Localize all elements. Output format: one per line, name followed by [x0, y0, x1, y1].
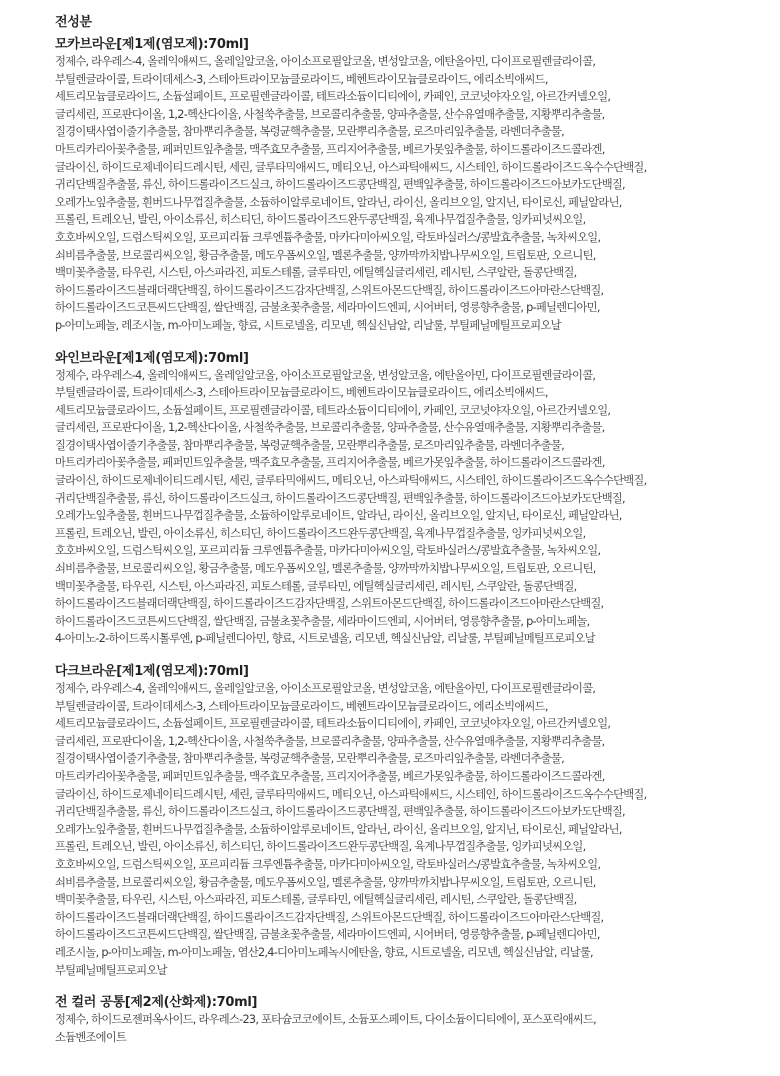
section-heading: 와인브라운[제1제(염모제):70ml] [55, 350, 249, 366]
ingredient-list [55, 680, 760, 979]
section-heading: 모카브라운[제1제(염모제):70ml] [55, 37, 249, 52]
ingredient-line: 호호바씨오일, 드럼스틱씨오일, 포르피리듐 크루엔튬추출물, 마카다미아씨오일, 락토바실러스/콩발효추출물, 녹차씨오일, [55, 857, 601, 871]
ingredient-list [55, 1011, 760, 1046]
ingredient-line: 부틸렌글라이콜, 트라이데세스-3, 스테아트라이모늄클로라이드, 베헨트라이모늄클로라이드, 에리소빅애씨드, [55, 386, 548, 400]
ingredient-line: 질경이택사엽이줄기추출물, 참마뿌리추출물, 복령균핵추출물, 모란뿌리추출물, 로즈마리잎추출물, 라벤더추출물, [55, 438, 564, 452]
ingredient-line: 백미꽃추출물, 타우린, 시스틴, 아스파라진, 피토스테롤, 글루타민, 에틸헥실글리세린, 레시틴, 스쿠알란, 돌콩단백질, [55, 266, 577, 280]
section-mocha-brown [55, 37, 760, 335]
ingredient-line: 소듐벤조에이트 [55, 1030, 127, 1044]
ingredient-line: 귀리단백질추출물, 류신, 하이드롤라이즈드실크, 하이드롤라이즈드콩단백질, 편백잎추출물, 하이드롤라이즈드아보카도단백질, [55, 178, 625, 192]
ingredient-line: 부틸렌글라이콜, 트라이데세스-3, 스테아트라이모늄클로라이드, 베헨트라이모늄클로라이드, 에리소빅애씨드, [55, 72, 548, 86]
ingredient-line: 글리세린, 프로판다이올, 1,2-헥산다이올, 사철쑥추출물, 브로콜리추출물, 양파추출물, 산수유열매추출물, 지황뿌리추출물, [55, 734, 605, 748]
ingredient-line: 마트리카리아꽃추출물, 페퍼민트잎추출물, 맥주효모추출물, 프리지어추출물, 베르가못잎추출물, 하이드롤라이즈드콜라겐, [55, 456, 605, 470]
ingredient-line: 쇠비름추출물, 브로콜리씨오일, 황금추출물, 메도우폼씨오일, 멜론추출물, 양까막까치밥나무씨오일, 트립토판, 오르니틴, [55, 562, 596, 576]
ingredient-line: 세트리모늄클로라이드, 소듐설페이트, 프로필렌글라이콜, 테트라소듐이디티에이, 카페인, 코코넛야자오일, 아르간커넬오일, [55, 90, 611, 104]
ingredient-line: 정제수, 하이드로젠퍼옥사이드, 라우레스-23, 포타슘코코에이트, 소듐포스페이트, 다이소듐이디티에이, 포스포릭애씨드, [55, 1013, 596, 1027]
ingredient-line: 하이드롤라이즈드코튼씨드단백질, 쌀단백질, 금불초꽃추출물, 세라마이드엔피, 시어버터, 영릉향추출물, p-아미노페놀, [55, 614, 590, 628]
ingredient-line: 하이드롤라이즈드코튼씨드단백질, 쌀단백질, 금불초꽃추출물, 세라마이드엔피, 시어버터, 영릉향추출물, p-페닐렌디아민, [55, 928, 600, 942]
ingredient-line: 정제수, 라우레스-4, 올레익애씨드, 올레일알코올, 아이소프로필알코올, 변성알코올, 에탄올아민, 다이프로필렌글라이콜, [55, 368, 596, 382]
ingredient-line: 프롤린, 트레오닌, 발린, 아이소류신, 히스티딘, 하이드롤라이즈드완두콩단백질, 육계나무껍질추출물, 잉카피넛씨오일, [55, 840, 586, 854]
ingredient-line: 호호바씨오일, 드럼스틱씨오일, 포르피리듐 크루엔튬추출물, 마카다미아씨오일, 락토바실러스/콩발효추출물, 녹차씨오일, [55, 230, 601, 244]
ingredient-line: 세트리모늄클로라이드, 소듐설페이트, 프로필렌글라이콜, 테트라소듐이디티에이, 카페인, 코코넛야자오일, 아르간커넬오일, [55, 717, 611, 731]
ingredient-line: 백미꽃추출물, 타우린, 시스틴, 아스파라진, 피토스테롤, 글루타민, 에틸헥실글리세린, 레시틴, 스쿠알란, 돌콩단백질, [55, 893, 577, 907]
ingredient-line: 세트리모늄클로라이드, 소듐설페이트, 프로필렌글라이콜, 테트라소듐이디티에이, 카페인, 코코넛야자오일, 아르간커넬오일, [55, 403, 611, 417]
ingredient-line: 레조시놀, p-아미노페놀, m-아미노페놀, 염산2,4-디아미노페녹시에탄올, 향료, 시트로넬올, 리모넨, 헥실신남알, 리날룰, [55, 945, 593, 959]
ingredient-line: 오레가노잎추출물, 흰버드나무껍질추출물, 소듐하이알루로네이트, 알라닌, 라이신, 올리브오일, 알지닌, 타이로신, 페닐알라닌, [55, 195, 622, 209]
ingredient-list [55, 53, 760, 335]
ingredient-line: 글리세린, 프로판다이올, 1,2-헥산다이올, 사철쑥추출물, 브로콜리추출물, 양파추출물, 산수유열매추출물, 지황뿌리추출물, [55, 107, 605, 121]
ingredient-line: 글라이신, 하이드로제네이티드레시틴, 세린, 글루타믹애씨드, 메티오닌, 아스파틱애씨드, 시스테인, 하이드롤라이즈드옥수수단백질, [55, 787, 647, 801]
ingredient-line: 부틸페닐메틸프로피오날 [55, 963, 167, 977]
ingredient-line: 질경이택사엽이줄기추출물, 참마뿌리추출물, 복령균핵추출물, 모란뿌리추출물, 로즈마리잎추출물, 라벤더추출물, [55, 752, 564, 766]
ingredient-line: 오레가노잎추출물, 흰버드나무껍질추출물, 소듐하이알루로네이트, 알라닌, 라이신, 올리브오일, 알지닌, 타이로신, 페닐알라닌, [55, 509, 622, 523]
ingredient-line: 귀리단백질추출물, 류신, 하이드롤라이즈드실크, 하이드롤라이즈드콩단백질, 편백잎추출물, 하이드롤라이즈드아보카도단백질, [55, 805, 625, 819]
section-heading: 다크브라운[제1제(염모제):70ml] [55, 664, 249, 679]
ingredient-line: 부틸렌글라이콜, 트라이데세스-3, 스테아트라이모늄클로라이드, 베헨트라이모늄클로라이드, 에리소빅애씨드, [55, 699, 548, 713]
section-heading: 전 컬러 공통[제2제(산화제):70ml] [55, 995, 258, 1011]
ingredient-list [55, 367, 760, 649]
sections-container [55, 37, 760, 1046]
ingredient-line: 마트리카리아꽃추출물, 페퍼민트잎추출물, 맥주효모추출물, 프리지어추출물, 베르가못잎추출물, 하이드롤라이즈드콜라겐, [55, 769, 605, 783]
ingredient-line: 프롤린, 트레오닌, 발린, 아이소류신, 히스티딘, 하이드롤라이즈드완두콩단백질, 육계나무껍질추출물, 잉카피넛씨오일, [55, 213, 586, 227]
section-common-developer [55, 995, 760, 1046]
ingredient-line: 정제수, 라우레스-4, 올레익애씨드, 올레일알코올, 아이소프로필알코올, 변성알코올, 에탄올아민, 다이프로필렌글라이콜, [55, 55, 596, 68]
ingredient-line: 정제수, 라우레스-4, 올레익애씨드, 올레일알코올, 아이소프로필알코올, 변성알코올, 에탄올아민, 다이프로필렌글라이콜, [55, 682, 596, 695]
ingredient-line: 하이드롤라이즈드블래더랙단백질, 하이드롤라이즈드감자단백질, 스위트아몬드단백질, 하이드롤라이즈드아마란스단백질, [55, 283, 604, 297]
section-dark-brown [55, 664, 760, 979]
ingredient-line: 오레가노잎추출물, 흰버드나무껍질추출물, 소듐하이알루로네이트, 알라닌, 라이신, 올리브오일, 알지닌, 타이로신, 페닐알라닌, [55, 822, 622, 836]
ingredient-line: 하이드롤라이즈드블래더랙단백질, 하이드롤라이즈드감자단백질, 스위트아몬드단백질, 하이드롤라이즈드아마란스단백질, [55, 910, 604, 924]
ingredient-line: 글리세린, 프로판다이올, 1,2-헥산다이올, 사철쑥추출물, 브로콜리추출물, 양파추출물, 산수유열매추출물, 지황뿌리추출물, [55, 421, 605, 435]
page-title: 전성분 [55, 15, 92, 30]
ingredient-line: 질경이택사엽이줄기추출물, 참마뿌리추출물, 복령균핵추출물, 모란뿌리추출물, 로즈마리잎추출물, 라벤더추출물, [55, 125, 564, 139]
ingredient-line: 하이드롤라이즈드블래더랙단백질, 하이드롤라이즈드감자단백질, 스위트아몬드단백질, 하이드롤라이즈드아마란스단백질, [55, 597, 604, 611]
ingredient-line: 프롤린, 트레오닌, 발린, 아이소류신, 히스티딘, 하이드롤라이즈드완두콩단백질, 육계나무껍질추출물, 잉카피넛씨오일, [55, 526, 586, 540]
ingredient-line: p-아미노페놀, 레조시놀, m-아미노페놀, 향료, 시트로넬올, 리모넨, 헥실신남알, 리날룰, 부틸페닐메틸프로피오날 [55, 318, 561, 332]
ingredient-line: 글라이신, 하이드로제네이티드레시틴, 세린, 글루타믹애씨드, 메티오닌, 아스파틱애씨드, 시스테인, 하이드롤라이즈드옥수수단백질, [55, 160, 647, 174]
ingredient-line: 쇠비름추출물, 브로콜리씨오일, 황금추출물, 메도우폼씨오일, 멜론추출물, 양까막까치밥나무씨오일, 트립토판, 오르니틴, [55, 875, 596, 889]
ingredient-line: 글라이신, 하이드로제네이티드레시틴, 세린, 글루타믹애씨드, 메티오닌, 아스파틱애씨드, 시스테인, 하이드롤라이즈드옥수수단백질, [55, 474, 647, 488]
ingredient-line: 4-아미노-2-하이드록시톨루엔, p-페닐렌디아민, 향료, 시트로넬올, 리모넨, 헥실신남알, 리날룰, 부틸페닐메틸프로피오날 [55, 632, 595, 646]
ingredient-line: 백미꽃추출물, 타우린, 시스틴, 아스파라진, 피토스테롤, 글루타민, 에틸헥실글리세린, 레시틴, 스쿠알란, 돌콩단백질, [55, 579, 577, 593]
ingredient-line: 하이드롤라이즈드코튼씨드단백질, 쌀단백질, 금불초꽃추출물, 세라마이드엔피, 시어버터, 영릉향추출물, p-페닐렌디아민, [55, 301, 600, 315]
section-wine-brown [55, 351, 760, 649]
ingredient-line: 귀리단백질추출물, 류신, 하이드롤라이즈드실크, 하이드롤라이즈드콩단백질, 편백잎추출물, 하이드롤라이즈드아보카도단백질, [55, 491, 625, 505]
ingredient-line: 호호바씨오일, 드럼스틱씨오일, 포르피리듐 크루엔튬추출물, 마카다미아씨오일, 락토바실러스/콩발효추출물, 녹차씨오일, [55, 544, 601, 558]
ingredient-line: 쇠비름추출물, 브로콜리씨오일, 황금추출물, 메도우폼씨오일, 멜론추출물, 양까막까치밥나무씨오일, 트립토판, 오르니틴, [55, 248, 596, 262]
ingredient-line: 마트리카리아꽃추출물, 페퍼민트잎추출물, 맥주효모추출물, 프리지어추출물, 베르가못잎추출물, 하이드롤라이즈드콜라겐, [55, 142, 605, 156]
